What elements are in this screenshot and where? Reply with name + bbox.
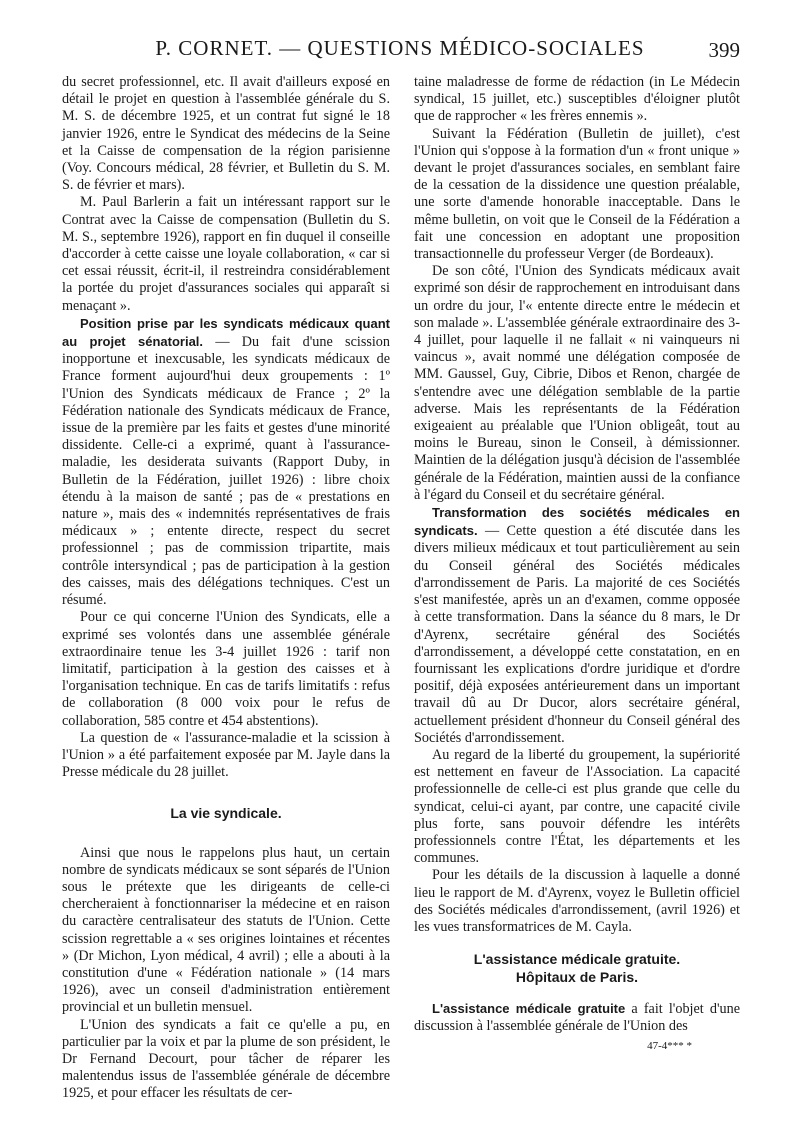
section-heading-line-1: L'assistance médicale gratuite. bbox=[473, 951, 681, 968]
paragraph: M. Paul Barlerin a fait un intéressant rapport sur le Contrat avec la Caisse de compensation (Bulletin du S. M. S., septembre 1926), rapport en fin duquel il conseille d'accorder à cette caisse une loyale collaboration, « car si cet essai réussit, écrit-il, il restreindra considérablement la portée du projet d'assurances sociales qui apparaît si menaçant ». bbox=[62, 194, 390, 314]
printer-signature: 47-4*** * bbox=[647, 1039, 692, 1052]
run-in-heading: L'assistance médicale gratuite bbox=[432, 1001, 626, 1017]
paragraph-text: — Du fait d'une scission inopportune et inexcusable, les syndicats médicaux de France forment aujourd'hui deux groupements : 1º l'Union des Syndicats médicaux de France ; 2º la Fédération nationale des Syndicats médicaux de France, issue de la première par les faits et gestes d'une minorité dissidente. Celle-ci a exprimé, quant à l'assurance-maladie, les desiderata suivants (Rapport Duby, in Bulletin de la Fédération, juillet 1926) : libre choix étendu à la maison de santé ; pas de « prestations en nature », mais des « indemnités représentatives de frais médicaux » ; entente directe, respect du secret professionnel ; pas de commission tripartite, mais contrôle intersyndical ; pas de participation à la gestion des caisses, mais des délégations techniques. C'est un résumé. bbox=[62, 334, 390, 609]
paragraph: Pour les détails de la discussion à laquelle a donné lieu le rapport de M. d'Ayrenx, voyez le Bulletin officiel des Sociétés médicales d'arrondissement, (avril 1926) et les vues transformatrices de M. Cayla. bbox=[414, 867, 740, 935]
paragraph: L'Union des syndicats a fait ce qu'elle a pu, en particulier par la voix et par la plume de son président, le Dr Fernand Decourt, pour tâcher de réparer les malentendus issus de l'assemblée générale de décembre 1925, et pour effacer les résultats de cer- bbox=[62, 1016, 390, 1102]
paragraph-text: a fait l'objet d'une discussion à l'assemblée générale de l'Union des bbox=[414, 1001, 741, 1035]
section-heading: La vie syndicale. bbox=[170, 805, 282, 822]
running-title: P. CORNET. — QUESTIONS MÉDICO-SOCIALES bbox=[155, 36, 645, 60]
paragraph bbox=[62, 315, 390, 609]
page-number: 399 bbox=[708, 38, 740, 62]
spacer bbox=[414, 986, 740, 1000]
paragraph: De son côté, l'Union des Syndicats médicaux avait exprimé son désir de rapprochement en introduisant dans un ordre du jour, l'« entente directe entre le médecin et son malade ». L'assemblée générale extraordinaire des 3-4 juillet, pour laquelle il ne fallait « ni vainqueurs ni vaincus », avait nommé une délégation composée de MM. Gaussel, Guy, Cibrie, Dibos et Renon, chargée de s'entendre avec une délégation semblable de la partie adverse. Mais les représentants de la Fédération exigeaient au préalable que l'Union obligeât, tout au moins le Bureau, sinon le Conseil, à démissionner. Maintien de la délégation jusqu'à décision de l'assemblée générale de la Fédération, maintien aussi de la confiance à l'égard du Conseil et du secrétaire général. bbox=[414, 263, 740, 503]
paragraph: Au regard de la liberté du groupement, la supériorité est nettement en faveur de l'Association. La capacité professionnelle de celle-ci est plus grande que celle du syndicat, celui-ci ayant, par contre, une capacité civile plus forte, sans pouvoir défendre les intérêts professionnels contre l'État, les départements et les communes. bbox=[414, 746, 740, 867]
paragraph bbox=[414, 1000, 740, 1035]
paragraph: Suivant la Fédération (Bulletin de juillet), c'est l'Union qui s'oppose à la formation d'un « front unique » devant le projet d'assurances sociales, en semblant faire de la cessation de la dissidence une question préalable, une sorte d'amende honorable inacceptable. Dans le même bulletin, on voit que le Conseil de la Fédération a fait une concession en adoptant une proposition transactionnelle du professeur Verger (de Bordeaux). bbox=[414, 125, 740, 263]
section-heading-line-2: Hôpitaux de Paris. bbox=[515, 969, 639, 986]
paragraph: La question de « l'assurance-maladie et la scission à l'Union » a été parfaitement exposée par M. Jayle dans la Presse médicale du 28 juillet. bbox=[62, 729, 390, 781]
paragraph: Ainsi que nous le rappelons plus haut, un certain nombre de syndicats médicaux se sont séparés de l'Union sous le prétexte que les dirigeants de celle-ci chercheraient à fonctionnariser la médecine et en raison du caractère centralisateur des statuts de l'Union. Cette scission regrettable a « ses origines lointaines et récentes » (Dr Michon, Lyon médical, 4 avril) ; elle a abouti à la constitution d'une « Fédération nationale » (14 mars 1926), avec un conseil d'administration entièrement provincial et un bulletin mensuel. bbox=[62, 844, 390, 1016]
left-column bbox=[62, 74, 390, 1103]
paragraph bbox=[414, 504, 740, 747]
spacer bbox=[414, 936, 740, 950]
paragraph-text: — Cette question a été discutée dans les divers milieux médicaux et tout particulièrement au sein du Conseil général des Sociétés médicales d'arrondissement de Paris. La majorité de ces Sociétés s'est manifestée, après un an d'examen, comme opposée à cette transformation. Dans la séance du 8 mars, le Dr d'Ayrenx, secrétaire général des Sociétés d'arrondissement, a développé cette constatation, en en fournissant les explications d'ordre juridique et d'ordre positif, déjà exposées antérieurement dans un important travail dû au Dr Ducor, alors secrétaire général, actuellement président d'honneur du Conseil général des Sociétés d'arrondissement. bbox=[414, 523, 740, 746]
right-column bbox=[414, 74, 740, 1055]
paragraph: du secret professionnel, etc. Il avait d'ailleurs exposé en détail le projet en question à l'assemblée générale du S. M. S. de décembre 1925, et un contrat fut signé le 18 janvier 1926, entre le Syndicat des médecins de la Seine et la Caisse de compensation de la région parisienne (Voy. Concours médical, 28 février, et Bulletin du S. M. S. de février et mars). bbox=[62, 74, 390, 194]
run-in-heading: Position prise par les syndicats médicaux quant au projet sénatorial. bbox=[62, 315, 390, 350]
page-header bbox=[60, 36, 740, 66]
paragraph: taine maladresse de forme de rédaction (in Le Médecin syndical, 15 juillet, etc.) susceptibles d'éloigner plutôt que de rapprocher « les frères ennemis ». bbox=[414, 74, 740, 125]
paragraph: Pour ce qui concerne l'Union des Syndicats, elle a exprimé ses volontés dans une assemblée générale extraordinaire tenue les 3-4 juillet 1926 : tarif non limitatif, participation à la gestion des caisses et à l'organisation technique. En cas de tarifs limitatifs : refus de collaboration (8 000 voix pour le refus de collaboration, 585 contre et 454 abstentions). bbox=[62, 609, 390, 729]
run-in-heading: Transformation des sociétés médicales en syndicats. bbox=[414, 505, 740, 539]
